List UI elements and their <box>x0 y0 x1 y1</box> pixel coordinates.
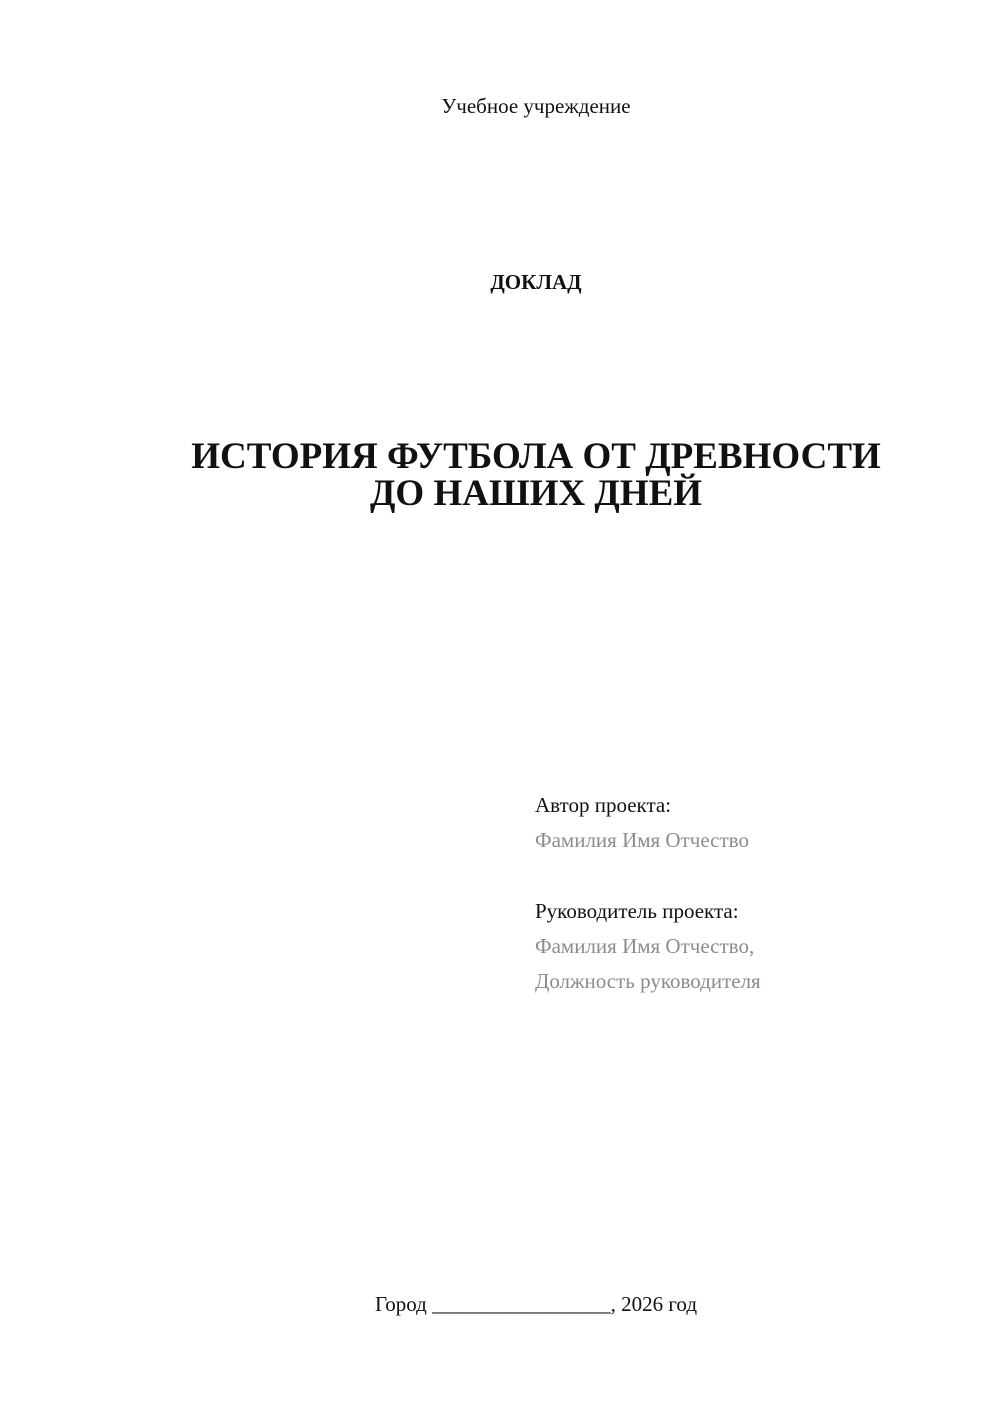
credits-block <box>535 788 975 999</box>
author-label: Автор проекта: <box>535 793 672 817</box>
report-title-line-1: ИСТОРИЯ ФУТБОЛА ОТ ДРЕВНОСТИ <box>191 436 881 477</box>
report-title-line-2: ДО НАШИХ ДНЕЙ <box>369 473 703 514</box>
institution-name: Учебное учреждение <box>441 94 631 118</box>
city-year-line: Город _________________, 2026 год <box>374 1292 698 1316</box>
credits-spacer <box>535 858 975 894</box>
report-title <box>0 438 1000 512</box>
supervisor-position: Должность руководителя <box>535 969 761 993</box>
document-type: ДОКЛАД <box>490 270 582 294</box>
author-name: Фамилия Имя Отчество <box>535 828 749 852</box>
supervisor-name: Фамилия Имя Отчество, <box>535 934 755 958</box>
supervisor-label: Руководитель проекта: <box>535 899 739 923</box>
